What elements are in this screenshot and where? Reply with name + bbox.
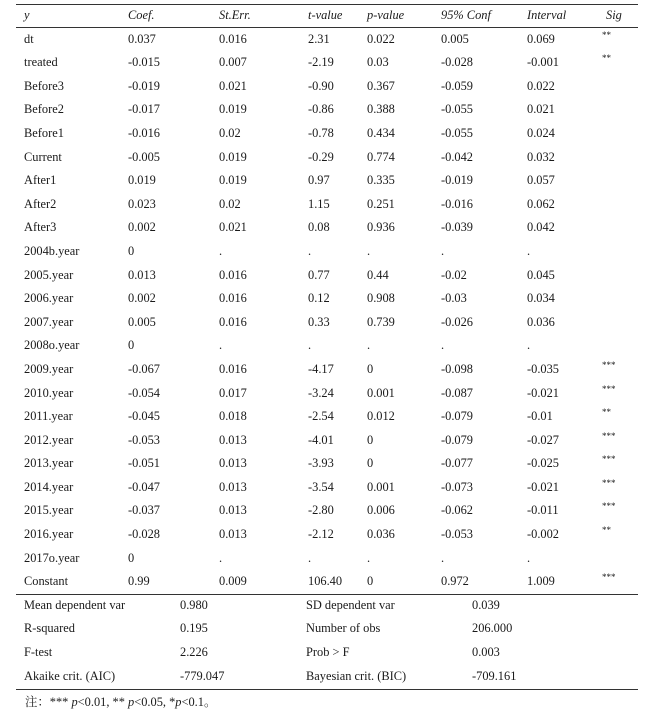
col-coef-cell: -0.017 bbox=[128, 102, 161, 117]
col-t-value-cell: . bbox=[308, 338, 312, 353]
col-variable-cell: treated bbox=[24, 55, 58, 70]
col-coef-cell: -0.015 bbox=[128, 55, 161, 70]
col-conf-high-cell: 0.036 bbox=[527, 314, 555, 329]
note-prefix: 注：*** bbox=[25, 695, 72, 709]
col-conf-high-cell: 0.034 bbox=[527, 291, 555, 306]
col-variable-cell: 2013.year bbox=[24, 456, 74, 471]
table-row bbox=[16, 146, 638, 170]
col-variable-cell: 2008o.year bbox=[24, 338, 80, 353]
col-conf-high-cell: 0.024 bbox=[527, 125, 555, 140]
col-std-err-cell: . bbox=[219, 550, 223, 565]
col-coef-cell: 0.002 bbox=[128, 291, 156, 306]
col-variable-cell: dt bbox=[24, 31, 34, 46]
col-coef-cell: 0 bbox=[128, 338, 135, 353]
col-t-value-cell: -3.24 bbox=[308, 385, 334, 400]
table-row bbox=[16, 216, 638, 240]
col-sig-cell: ** bbox=[602, 53, 611, 64]
col-conf-low-cell: -0.059 bbox=[441, 78, 474, 93]
col-std-err-cell: 0.019 bbox=[219, 173, 247, 188]
col-conf-high-cell: -0.01 bbox=[527, 409, 553, 424]
stat-label-left: F-test bbox=[24, 645, 53, 660]
col-coef-cell: -0.005 bbox=[128, 149, 161, 164]
stat-value-left: -779.047 bbox=[180, 668, 225, 683]
note-text-1: <0.01, ** bbox=[77, 695, 129, 709]
table-row bbox=[16, 51, 638, 75]
col-t-value-cell: -3.93 bbox=[308, 456, 334, 471]
col-std-err-cell: 0.013 bbox=[219, 456, 247, 471]
col-coef-header: Coef. bbox=[128, 8, 155, 22]
table-row bbox=[16, 405, 638, 429]
col-conf-low-cell: -0.077 bbox=[441, 456, 474, 471]
stat-label-left: Akaike crit. (AIC) bbox=[24, 668, 116, 683]
col-coef-cell: 0.005 bbox=[128, 314, 156, 329]
col-std-err-cell: 0.016 bbox=[219, 361, 247, 376]
table-header bbox=[16, 4, 638, 28]
col-variable-cell: 2014.year bbox=[24, 479, 74, 494]
col-coef-cell: -0.054 bbox=[128, 385, 161, 400]
stat-value-left: 2.226 bbox=[180, 645, 208, 660]
col-t-value-cell: -4.01 bbox=[308, 432, 334, 447]
stat-value-right: -709.161 bbox=[472, 668, 517, 683]
col-t-value-cell: 0.33 bbox=[308, 314, 330, 329]
col-variable-cell: 2006.year bbox=[24, 291, 74, 306]
col-std-err-cell: 0.013 bbox=[219, 479, 247, 494]
col-std-err-header: St.Err. bbox=[219, 8, 251, 22]
col-p-value-cell: 0 bbox=[367, 574, 374, 589]
col-conf-low-cell: -0.019 bbox=[441, 173, 474, 188]
col-variable-cell: After3 bbox=[24, 220, 57, 235]
table-row bbox=[16, 240, 638, 264]
col-conf-low-cell: . bbox=[441, 338, 445, 353]
col-conf-low-cell: -0.055 bbox=[441, 125, 474, 140]
col-variable-cell: Current bbox=[24, 149, 62, 164]
col-std-err-cell: 0.016 bbox=[219, 291, 247, 306]
col-p-value-cell: 0.006 bbox=[367, 503, 395, 518]
col-p-value-cell: 0.434 bbox=[367, 125, 395, 140]
col-std-err-cell: 0.018 bbox=[219, 409, 247, 424]
col-variable-cell: Before3 bbox=[24, 78, 64, 93]
col-conf-low-cell: -0.079 bbox=[441, 432, 474, 447]
stats-row bbox=[16, 641, 638, 665]
col-conf-high-cell: -0.001 bbox=[527, 55, 560, 70]
col-variable-cell: 2011.year bbox=[24, 409, 73, 424]
col-conf-high-cell: 0.022 bbox=[527, 78, 555, 93]
col-coef-cell: 0 bbox=[128, 243, 135, 258]
col-conf-low-cell: -0.053 bbox=[441, 527, 474, 542]
col-p-value-cell: 0.44 bbox=[367, 267, 389, 282]
col-t-value-cell: 0.12 bbox=[308, 291, 330, 306]
col-conf-low-cell: 0.005 bbox=[441, 31, 469, 46]
stat-value-left: 0.195 bbox=[180, 621, 208, 636]
col-conf-low-cell: 0.972 bbox=[441, 574, 469, 589]
col-t-value-cell: 106.40 bbox=[308, 574, 343, 589]
col-conf-low-cell: -0.042 bbox=[441, 149, 474, 164]
col-coef-cell: -0.028 bbox=[128, 527, 161, 542]
col-coef-cell: -0.037 bbox=[128, 503, 161, 518]
col-p-value-cell: 0.774 bbox=[367, 149, 395, 164]
note-p1: p bbox=[71, 695, 78, 709]
col-p-value-cell: 0.367 bbox=[367, 78, 395, 93]
stat-label-right: Bayesian crit. (BIC) bbox=[306, 668, 407, 683]
col-sig-header: Sig bbox=[606, 8, 622, 22]
col-variable-cell: 2017o.year bbox=[24, 550, 80, 565]
col-variable-cell: 2007.year bbox=[24, 314, 74, 329]
col-sig-cell: ** bbox=[602, 407, 611, 418]
col-variable-cell: 2009.year bbox=[24, 361, 74, 376]
col-conf-low-cell: -0.087 bbox=[441, 385, 474, 400]
stat-value-right: 0.039 bbox=[472, 597, 500, 612]
col-std-err-cell: 0.019 bbox=[219, 102, 247, 117]
col-sig-cell: ** bbox=[602, 29, 611, 40]
col-conf-low-cell: -0.055 bbox=[441, 102, 474, 117]
col-variable-cell: Constant bbox=[24, 574, 69, 589]
col-conf-high-cell: -0.027 bbox=[527, 432, 560, 447]
table-row bbox=[16, 547, 638, 571]
col-std-err-cell: 0.009 bbox=[219, 574, 247, 589]
col-coef-cell: -0.047 bbox=[128, 479, 161, 494]
col-sig-cell: *** bbox=[602, 359, 616, 370]
col-conf-high-cell: 0.045 bbox=[527, 267, 555, 282]
col-p-value-cell: . bbox=[367, 338, 371, 353]
summary-statistics bbox=[16, 594, 638, 688]
col-t-value-cell: . bbox=[308, 243, 312, 258]
col-t-value-cell: -0.78 bbox=[308, 125, 334, 140]
table-row bbox=[16, 476, 638, 500]
stat-value-left: 0.980 bbox=[180, 597, 208, 612]
stats-row bbox=[16, 665, 638, 689]
col-sig-cell: *** bbox=[602, 383, 616, 394]
col-coef-cell: 0 bbox=[128, 550, 135, 565]
col-conf-high-cell: -0.021 bbox=[527, 479, 560, 494]
note-text-3: <0.1。 bbox=[181, 695, 217, 709]
table-row bbox=[16, 122, 638, 146]
col-conf-high-cell: -0.011 bbox=[527, 503, 559, 518]
col-conf-low-cell: -0.073 bbox=[441, 479, 474, 494]
col-p-value-cell: 0 bbox=[367, 361, 374, 376]
col-t-value-cell: 0.08 bbox=[308, 220, 330, 235]
col-sig-cell: ** bbox=[602, 525, 611, 536]
col-coef-cell: -0.019 bbox=[128, 78, 161, 93]
col-std-err-cell: 0.007 bbox=[219, 55, 247, 70]
col-conf-high-cell: . bbox=[527, 338, 531, 353]
table-row bbox=[16, 169, 638, 193]
col-p-value-cell: 0.251 bbox=[367, 196, 395, 211]
col-std-err-cell: 0.016 bbox=[219, 314, 247, 329]
col-std-err-cell: 0.019 bbox=[219, 149, 247, 164]
table-row bbox=[16, 98, 638, 122]
col-conf-low-cell: -0.02 bbox=[441, 267, 467, 282]
col-conf-low-cell: -0.028 bbox=[441, 55, 474, 70]
col-conf-high-cell: . bbox=[527, 243, 531, 258]
col-conf-high-cell: -0.035 bbox=[527, 361, 560, 376]
col-coef-cell: 0.037 bbox=[128, 31, 156, 46]
col-variable-cell: 2010.year bbox=[24, 385, 74, 400]
table-row bbox=[16, 193, 638, 217]
col-conf-low-cell: -0.039 bbox=[441, 220, 474, 235]
col-t-value-cell: . bbox=[308, 550, 312, 565]
table-row bbox=[16, 523, 638, 547]
col-p-value-cell: 0 bbox=[367, 432, 374, 447]
col-p-value-header: p-value bbox=[367, 8, 405, 22]
col-std-err-cell: 0.013 bbox=[219, 527, 247, 542]
col-t-value-cell: 0.77 bbox=[308, 267, 330, 282]
col-conf-high-cell: -0.021 bbox=[527, 385, 560, 400]
regression-table bbox=[16, 4, 638, 688]
col-conf-low-header: 95% Conf bbox=[441, 8, 491, 22]
col-conf-low-cell: -0.026 bbox=[441, 314, 474, 329]
table-row bbox=[16, 75, 638, 99]
col-conf-high-cell: 0.062 bbox=[527, 196, 555, 211]
col-conf-low-cell: -0.016 bbox=[441, 196, 474, 211]
note-p3: p bbox=[175, 695, 182, 709]
col-conf-low-cell: . bbox=[441, 243, 445, 258]
significance-note bbox=[25, 692, 216, 710]
col-variable-cell: After1 bbox=[24, 173, 57, 188]
stat-label-left: Mean dependent var bbox=[24, 597, 126, 612]
col-sig-cell: *** bbox=[602, 501, 616, 512]
col-variable-cell: Before1 bbox=[24, 125, 64, 140]
col-variable-cell: After2 bbox=[24, 196, 57, 211]
col-conf-high-cell: 0.042 bbox=[527, 220, 555, 235]
table-row bbox=[16, 499, 638, 523]
col-p-value-cell: 0.022 bbox=[367, 31, 395, 46]
table-row bbox=[16, 382, 638, 406]
note-p2: p bbox=[128, 695, 135, 709]
col-sig-cell: *** bbox=[602, 454, 616, 465]
stat-label-right: Prob > F bbox=[306, 645, 350, 660]
col-p-value-cell: 0.936 bbox=[367, 220, 395, 235]
table-row bbox=[16, 264, 638, 288]
col-t-value-cell: -0.86 bbox=[308, 102, 334, 117]
stats-row bbox=[16, 617, 638, 641]
col-sig-cell: *** bbox=[602, 430, 616, 441]
col-t-value-cell: 1.15 bbox=[308, 196, 330, 211]
col-p-value-cell: 0.001 bbox=[367, 385, 395, 400]
table-row bbox=[16, 429, 638, 453]
col-conf-high-cell: . bbox=[527, 550, 531, 565]
col-p-value-cell: 0.036 bbox=[367, 527, 395, 542]
col-sig-cell: *** bbox=[602, 572, 616, 583]
col-conf-high-cell: -0.025 bbox=[527, 456, 560, 471]
col-variable-cell: 2016.year bbox=[24, 527, 74, 542]
col-p-value-cell: . bbox=[367, 243, 371, 258]
col-std-err-cell: 0.021 bbox=[219, 220, 247, 235]
col-t-value-cell: 0.97 bbox=[308, 173, 330, 188]
col-variable-cell: 2015.year bbox=[24, 503, 74, 518]
note-text-2: <0.05, * bbox=[134, 695, 176, 709]
table-row bbox=[16, 311, 638, 335]
header-rule bbox=[16, 27, 638, 28]
col-p-value-cell: 0.03 bbox=[367, 55, 389, 70]
col-conf-high-cell: -0.002 bbox=[527, 527, 560, 542]
table-row bbox=[16, 287, 638, 311]
col-variable-cell: 2004b.year bbox=[24, 243, 80, 258]
col-conf-high-cell: 0.032 bbox=[527, 149, 555, 164]
col-sig-cell: *** bbox=[602, 477, 616, 488]
col-std-err-cell: 0.021 bbox=[219, 78, 247, 93]
col-std-err-cell: . bbox=[219, 243, 223, 258]
col-conf-low-cell: -0.03 bbox=[441, 291, 467, 306]
col-std-err-cell: 0.017 bbox=[219, 385, 247, 400]
col-coef-cell: -0.051 bbox=[128, 456, 161, 471]
col-p-value-cell: 0.012 bbox=[367, 409, 395, 424]
col-p-value-cell: 0.388 bbox=[367, 102, 395, 117]
col-t-value-cell: -2.54 bbox=[308, 409, 334, 424]
col-std-err-cell: 0.02 bbox=[219, 125, 241, 140]
col-t-value-cell: -2.19 bbox=[308, 55, 334, 70]
col-p-value-cell: 0.335 bbox=[367, 173, 395, 188]
col-t-value-cell: -0.90 bbox=[308, 78, 334, 93]
col-std-err-cell: 0.02 bbox=[219, 196, 241, 211]
col-coef-cell: -0.016 bbox=[128, 125, 161, 140]
col-coef-cell: -0.053 bbox=[128, 432, 161, 447]
col-std-err-cell: 0.016 bbox=[219, 31, 247, 46]
col-std-err-cell: 0.013 bbox=[219, 432, 247, 447]
col-variable-cell: 2012.year bbox=[24, 432, 74, 447]
col-conf-high-cell: 0.069 bbox=[527, 31, 555, 46]
col-variable-cell: Before2 bbox=[24, 102, 64, 117]
stat-value-right: 0.003 bbox=[472, 645, 500, 660]
col-variable-header: y bbox=[24, 8, 30, 22]
stat-label-right: SD dependent var bbox=[306, 597, 395, 612]
table-row bbox=[16, 452, 638, 476]
col-std-err-cell: . bbox=[219, 338, 223, 353]
col-conf-high-cell: 0.021 bbox=[527, 102, 555, 117]
col-p-value-cell: . bbox=[367, 550, 371, 565]
col-t-value-cell: -4.17 bbox=[308, 361, 334, 376]
col-p-value-cell: 0.739 bbox=[367, 314, 395, 329]
col-t-value-cell: 2.31 bbox=[308, 31, 330, 46]
stat-label-left: R-squared bbox=[24, 621, 75, 636]
col-std-err-cell: 0.013 bbox=[219, 503, 247, 518]
col-t-value-cell: -3.54 bbox=[308, 479, 334, 494]
col-conf-low-cell: -0.079 bbox=[441, 409, 474, 424]
stat-value-right: 206.000 bbox=[472, 621, 513, 636]
table-row bbox=[16, 570, 638, 594]
stats-rule bbox=[16, 594, 638, 595]
table-row bbox=[16, 358, 638, 382]
col-std-err-cell: 0.016 bbox=[219, 267, 247, 282]
col-conf-high-cell: 0.057 bbox=[527, 173, 555, 188]
table-row bbox=[16, 28, 638, 52]
col-p-value-cell: 0 bbox=[367, 456, 374, 471]
col-p-value-cell: 0.908 bbox=[367, 291, 395, 306]
table-body bbox=[16, 28, 638, 594]
stats-row bbox=[16, 594, 638, 618]
col-p-value-cell: 0.001 bbox=[367, 479, 395, 494]
col-coef-cell: 0.99 bbox=[128, 574, 150, 589]
col-coef-cell: -0.045 bbox=[128, 409, 161, 424]
col-conf-high-header: Interval bbox=[527, 8, 567, 22]
col-coef-cell: 0.002 bbox=[128, 220, 156, 235]
col-conf-low-cell: -0.098 bbox=[441, 361, 474, 376]
col-variable-cell: 2005.year bbox=[24, 267, 74, 282]
col-t-value-cell: -2.12 bbox=[308, 527, 334, 542]
col-coef-cell: 0.023 bbox=[128, 196, 156, 211]
bottom-rule bbox=[16, 689, 638, 690]
col-conf-low-cell: . bbox=[441, 550, 445, 565]
col-t-value-cell: -0.29 bbox=[308, 149, 334, 164]
col-conf-low-cell: -0.062 bbox=[441, 503, 474, 518]
col-coef-cell: 0.019 bbox=[128, 173, 156, 188]
stat-label-right: Number of obs bbox=[306, 621, 381, 636]
col-t-value-cell: -2.80 bbox=[308, 503, 334, 518]
col-t-value-header: t-value bbox=[308, 8, 343, 22]
col-coef-cell: 0.013 bbox=[128, 267, 156, 282]
col-coef-cell: -0.067 bbox=[128, 361, 161, 376]
col-conf-high-cell: 1.009 bbox=[527, 574, 555, 589]
table-row bbox=[16, 334, 638, 358]
